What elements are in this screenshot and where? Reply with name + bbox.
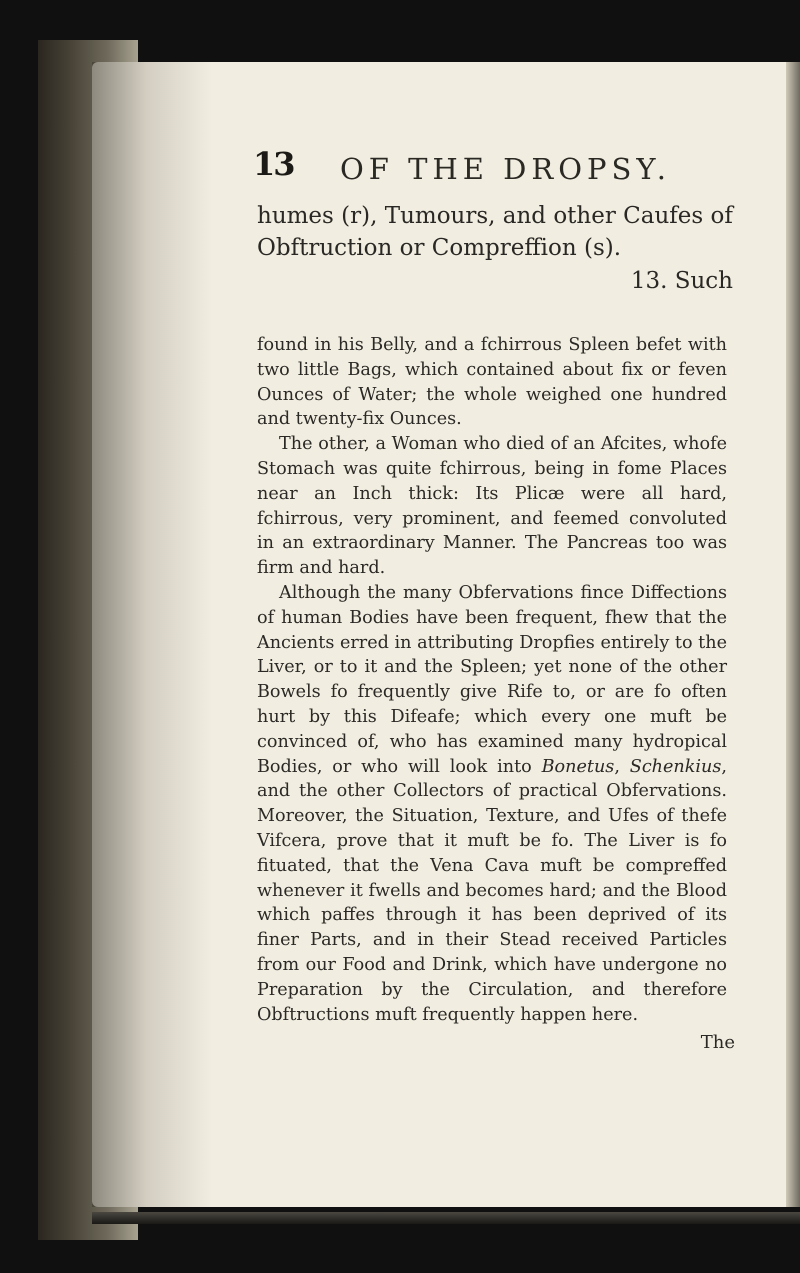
gutter-shadow	[92, 62, 212, 1207]
bottom-book-edge	[92, 1212, 800, 1224]
lead-line-2: Obftruction or Compreffion (s).	[257, 235, 622, 261]
author-bonetus: Bonetus	[541, 756, 615, 777]
author-schenkius: Schenkius	[629, 756, 722, 777]
paragraph-2: The other, a Woman who died of an Afcites, whofe Stomach was quite fchirrous, being in fome Places near an Inch thick: Its Plicæ were all hard, fchirrous, very prominent, and feemed convoluted in an extraordinary Manner. The Pancreas too was firm and hard.	[257, 434, 727, 579]
paragraph-3-comma: ,	[614, 756, 630, 777]
section-catchword: 13. Such	[630, 268, 733, 294]
page-right-edge	[786, 62, 800, 1207]
paragraph-3	[257, 581, 727, 1027]
page-number: 13	[253, 145, 294, 183]
footer-catchword: The	[700, 1032, 735, 1053]
lead-line-1: humes (r), Tumours, and other Caufes of	[257, 203, 733, 229]
running-head: OF THE DROPSY.	[340, 152, 671, 186]
paragraph-3-part-1: Although the many Obfervations fince Diffections of human Bodies have been frequent, fhew that the Ancients erred in attributing Dropfies entirely to the Liver, or to it and the Spleen; yet none of the other Bowels fo frequently give Rife to, or are fo often hurt by this Difeafe; which every one muft be convinced of, who has examined many hydropical Bodies, or who will look into	[257, 582, 727, 777]
paragraph-3-part-2: , and the other Collectors of practical Obfervations. Moreover, the Situation, Texture, and Ufes of thefe Vifcera, prove that it muft be fo. The Liver is fo fituated, that the Vena Cava muft be compreffed whenever it fwells and becomes hard; and the Blood which paffes through it has been deprived of its finer Parts, and in their Stead received Particles from our Food and Drink, which have undergone no Preparation by the Circulation, and therefore Obftructions muft frequently happen here.	[257, 756, 727, 1025]
body-text	[257, 333, 727, 1027]
paragraph-1: found in his Belly, and a fchirrous Spleen befet with two little Bags, which contained about fix or feven Ounces of Water; the whole weighed one hundred and twenty-fix Ounces.	[257, 335, 727, 430]
lead-lines	[257, 200, 737, 264]
